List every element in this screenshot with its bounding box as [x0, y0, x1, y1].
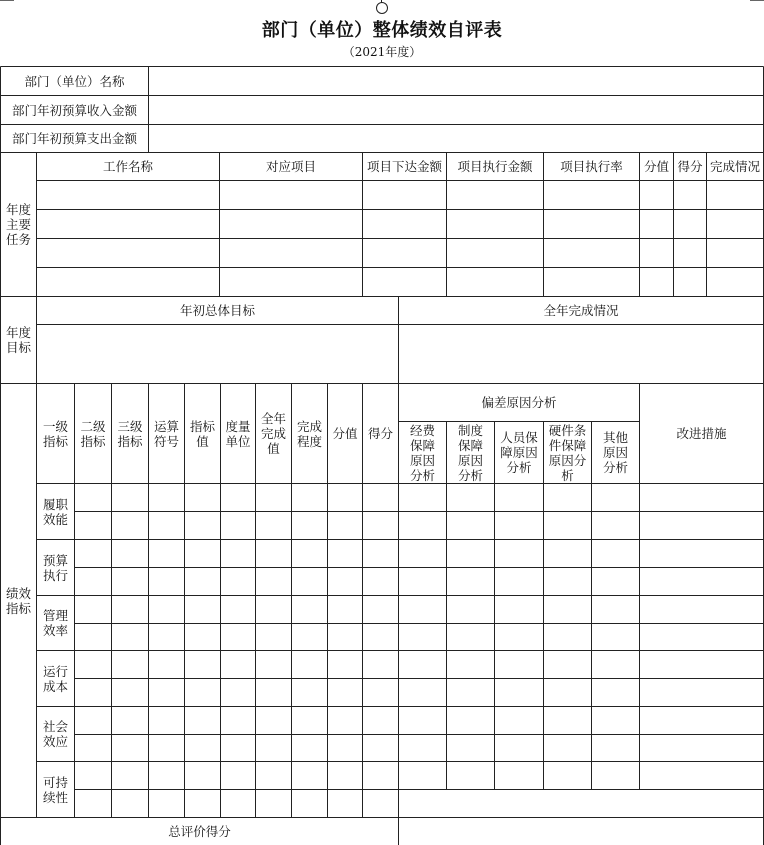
annual-tasks-label: 年度主要任务: [5, 202, 31, 247]
form-title: 部门（单位）整体绩效自评表: [261, 20, 503, 41]
hdr-unit: 度量单位: [225, 418, 251, 449]
dept-expense-label: 部门年初预算支出金额: [11, 131, 137, 146]
dept-name-label: 部门（单位）名称: [24, 73, 125, 89]
category-social: 社会效应: [42, 719, 68, 749]
col-score-value: 分值: [643, 159, 669, 174]
category-sustainability: 可持续性: [42, 774, 68, 805]
category-management: 管理效率: [42, 608, 68, 638]
category-performance: 履职效能: [42, 496, 68, 527]
total-score-field[interactable]: [399, 818, 763, 845]
col-project: 对应项目: [265, 159, 316, 174]
hdr-annual-value: 全年完成值: [261, 411, 287, 456]
hdr-personnel-reason: 人员保障原因分析: [500, 430, 538, 475]
col-issued-amount: 项目下达金额: [366, 159, 442, 174]
annual-completion-header: 全年完成情况: [543, 303, 619, 318]
hdr-funding-reason: 经费保障原因分析: [409, 422, 435, 483]
category-budget: 预算执行: [42, 552, 68, 583]
col-task-name: 工作名称: [102, 159, 153, 174]
hdr-hardware-reason: 硬件条件保障原因分析: [548, 422, 587, 483]
annual-goals-label: 年度目标: [5, 325, 31, 355]
dept-income-label: 部门年初预算收入金额: [11, 102, 137, 118]
col-score: 得分: [677, 159, 703, 174]
category-cost: 运行成本: [42, 663, 68, 694]
annual-completion-field[interactable]: [399, 325, 763, 383]
dept-income-field[interactable]: [149, 96, 763, 124]
hdr-level2: 二级指标: [80, 418, 106, 449]
hdr-other-reason: 其他原因分析: [602, 430, 628, 475]
col-completion: 完成情况: [709, 159, 760, 174]
hdr-level1: 一级指标: [42, 418, 68, 449]
hdr-level3: 三级指标: [117, 418, 143, 449]
initial-goal-header: 年初总体目标: [179, 303, 255, 318]
hdr-score: 得分: [367, 426, 393, 441]
total-score-label: 总评价得分: [168, 824, 231, 839]
hdr-value: 指标值: [190, 418, 216, 449]
hdr-improvement: 改进措施: [676, 426, 727, 441]
col-execution-rate: 项目执行率: [560, 159, 623, 174]
hdr-completion-degree: 完成程度: [297, 418, 323, 449]
initial-goal-field[interactable]: [37, 325, 398, 383]
hdr-score-value: 分值: [332, 426, 358, 441]
hdr-operator: 运算符号: [154, 418, 180, 449]
dept-name-field[interactable]: [149, 67, 763, 95]
indicators-label: 绩效指标: [5, 585, 31, 616]
dept-expense-field[interactable]: [149, 125, 763, 152]
hdr-deviation-analysis: 偏差原因分析: [481, 395, 557, 410]
form-subtitle: （2021年度）: [342, 45, 422, 59]
hdr-system-reason: 制度保障原因分析: [457, 422, 483, 483]
col-executed-amount: 项目执行金额: [457, 159, 533, 174]
